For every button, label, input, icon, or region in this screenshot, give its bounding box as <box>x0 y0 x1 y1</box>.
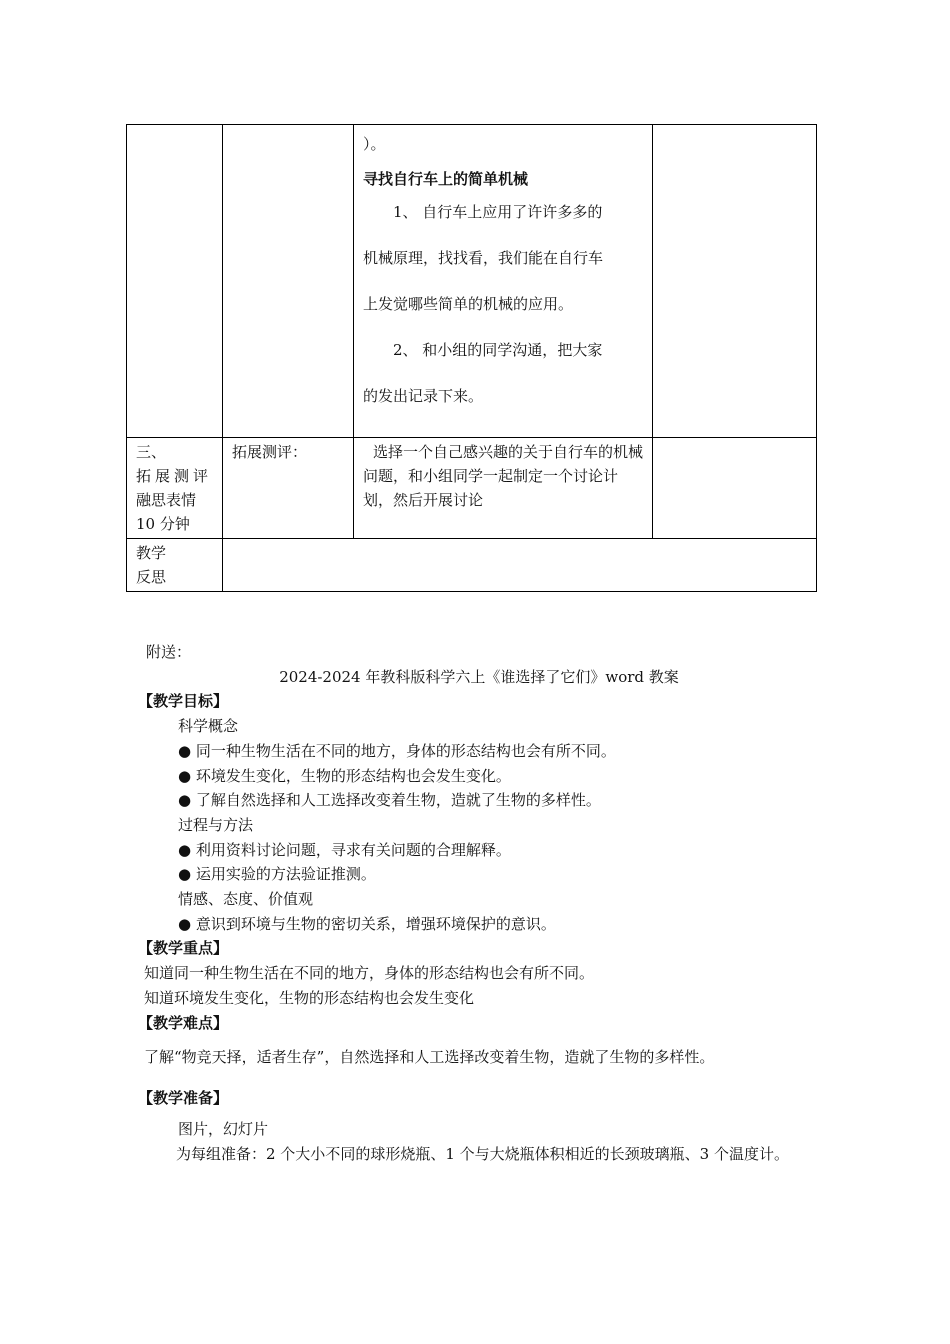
notes-cell <box>653 438 817 539</box>
objective-item: ● 运用实验的方法验证推测。 <box>178 865 376 884</box>
stage-number: 三、 <box>136 443 167 461</box>
objective-item: ● 意识到环境与生物的密切关系，增强环境保护的意识。 <box>178 914 556 933</box>
preparation-item: 为每组准备：2 个大小不同的球形烧瓶、1 个与大烧瓶体积相近的长颈玻璃瓶、3 个温度计。 <box>176 1145 789 1164</box>
label-cell <box>223 438 354 539</box>
activity-line: 1、 自行车上应用了许许多多的 <box>393 203 603 221</box>
objective-item: ● 利用资料讨论问题，寻求有关问题的合理解释。 <box>178 840 511 859</box>
objective-category: 过程与方法 <box>178 815 254 834</box>
section-header: 【教学难点】 <box>138 1013 229 1032</box>
extension-content: 选择一个自己感兴趣的关于自行车的机械问题，和小组同学一起制定一个讨论计划，然后开展讨论 <box>363 443 644 509</box>
table-row <box>127 438 817 539</box>
objective-item: ● 同一种生物生活在不同的地方，身体的形态结构也会有所不同。 <box>178 741 616 760</box>
appendix-section <box>138 640 814 1168</box>
appendix-label: 附送： <box>146 643 192 661</box>
document-title: 2024-2024 年教科版科学六上《谁选择了它们》word 教案 <box>279 667 679 686</box>
reflection-label: 反思 <box>136 568 167 586</box>
key-point: 知道同一种生物生活在不同的地方，身体的形态结构也会有所不同。 <box>144 964 595 983</box>
table-row <box>127 125 817 438</box>
activity-cell <box>354 438 653 539</box>
label-cell <box>223 125 354 438</box>
preparation-item: 图片，幻灯片 <box>178 1119 269 1138</box>
section-header: 【教学准备】 <box>138 1088 229 1107</box>
extension-label: 拓展测评： <box>232 443 308 461</box>
reflection-content-cell <box>223 539 817 592</box>
stage-name: 融思表情 <box>136 491 197 509</box>
objective-category: 科学概念 <box>178 717 239 736</box>
notes-cell <box>653 125 817 438</box>
activity-subtitle: 寻找自行车上的简单机械 <box>363 170 529 188</box>
activity-line: 2、 和小组的同学沟通，把大家 <box>393 341 603 359</box>
activity-line: ）。 <box>363 135 386 153</box>
reflection-label-cell <box>127 539 223 592</box>
activity-line: 机械原理，找找看，我们能在自行车 <box>363 249 604 267</box>
activity-cell <box>354 125 653 438</box>
objective-category: 情感、态度、价值观 <box>178 890 314 909</box>
stage-name: 拓展测评 <box>136 467 213 485</box>
activity-line: 的发出记录下来。 <box>363 387 484 405</box>
section-header: 【教学重点】 <box>138 939 229 958</box>
key-point: 知道环境发生变化，生物的形态结构也会发生变化 <box>144 988 475 1007</box>
table-row <box>127 539 817 592</box>
stage-cell <box>127 438 223 539</box>
reflection-label: 教学 <box>136 544 167 562</box>
lesson-plan-table <box>126 124 817 592</box>
difficulty-text: 了解“物竞天择，适者生存”，自然选择和人工选择改变着生物，造就了生物的多样性。 <box>144 1048 715 1067</box>
objective-item: ● 环境发生变化，生物的形态结构也会发生变化。 <box>178 766 511 785</box>
section-header: 【教学目标】 <box>138 692 229 711</box>
activity-line: 上发觉哪些简单的机械的应用。 <box>363 295 574 313</box>
stage-duration: 10 分钟 <box>136 515 190 533</box>
stage-cell <box>127 125 223 438</box>
objective-item: ● 了解自然选择和人工选择改变着生物，造就了生物的多样性。 <box>178 791 601 810</box>
